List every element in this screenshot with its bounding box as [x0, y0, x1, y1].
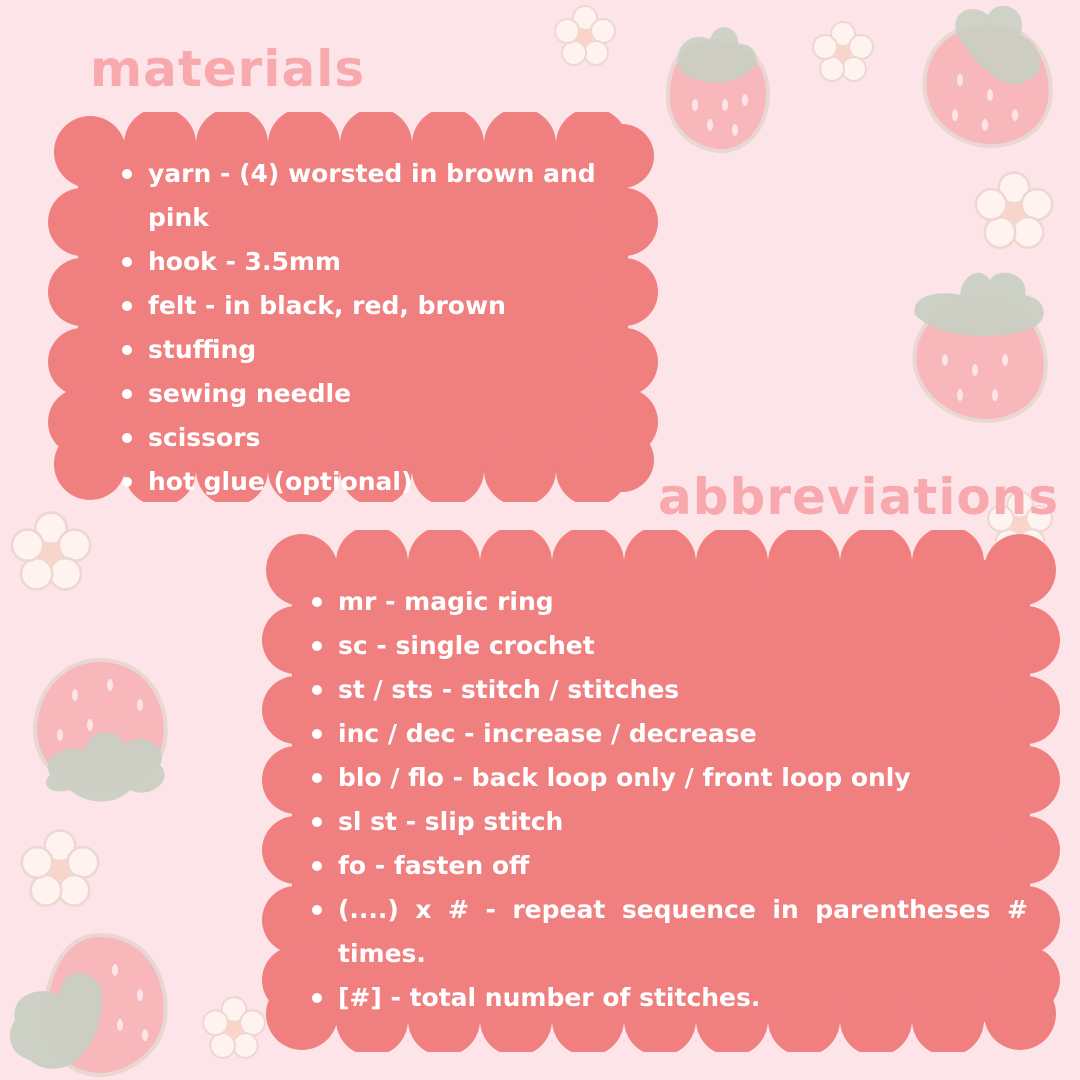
- list-item: yarn - (4) worsted in brown and pink: [118, 152, 648, 240]
- list-item: stuffing: [118, 328, 648, 372]
- list-item: inc / dec - increase / decrease: [308, 712, 1028, 756]
- bullet-icon: [312, 905, 322, 915]
- abbreviations-heading: abbreviations: [658, 468, 1060, 526]
- strawberry-icon: [5, 925, 180, 1080]
- list-item: sewing needle: [118, 372, 648, 416]
- abbreviations-list: [308, 580, 1028, 1020]
- materials-list: [118, 152, 648, 504]
- list-item-repeat-sequence: (....) x # - repeat sequence in parentheses # times.: [308, 888, 1028, 976]
- strawberry-icon: [640, 10, 790, 160]
- bullet-icon: [312, 817, 322, 827]
- list-item: st / sts - stitch / stitches: [308, 668, 1028, 712]
- bullet-icon: [122, 257, 132, 267]
- list-item: fo - fasten off: [308, 844, 1028, 888]
- flower-icon: [8, 510, 94, 596]
- list-item: scissors: [118, 416, 648, 460]
- list-item: mr - magic ring: [308, 580, 1028, 624]
- bullet-icon: [312, 597, 322, 607]
- abbreviations-card: [262, 530, 1060, 1052]
- bullet-icon: [122, 169, 132, 179]
- strawberry-icon: [20, 650, 180, 820]
- bullet-icon: [122, 477, 132, 487]
- flower-icon: [810, 20, 876, 86]
- bullet-icon: [312, 729, 322, 739]
- list-item: blo / flo - back loop only / front loop only: [308, 756, 1028, 800]
- bullet-icon: [122, 433, 132, 443]
- bullet-icon: [122, 345, 132, 355]
- flower-icon: [552, 4, 618, 70]
- bullet-icon: [122, 389, 132, 399]
- bullet-icon: [312, 861, 322, 871]
- list-item: sl st - slip stitch: [308, 800, 1028, 844]
- bullet-icon: [312, 641, 322, 651]
- strawberry-icon: [900, 0, 1070, 160]
- list-item: felt - in black, red, brown: [118, 284, 648, 328]
- list-item: hot glue (optional): [118, 460, 648, 504]
- flower-icon: [18, 828, 102, 912]
- bullet-icon: [312, 685, 322, 695]
- bullet-icon: [312, 993, 322, 1003]
- bullet-icon: [122, 301, 132, 311]
- strawberry-icon: [900, 260, 1060, 430]
- bullet-icon: [312, 773, 322, 783]
- materials-card: [48, 112, 658, 502]
- list-item: [#] - total number of stitches.: [308, 976, 1028, 1020]
- list-item: sc - single crochet: [308, 624, 1028, 668]
- list-item: hook - 3.5mm: [118, 240, 648, 284]
- flower-icon: [972, 170, 1056, 254]
- materials-heading: materials: [90, 40, 366, 98]
- flower-icon: [200, 995, 268, 1063]
